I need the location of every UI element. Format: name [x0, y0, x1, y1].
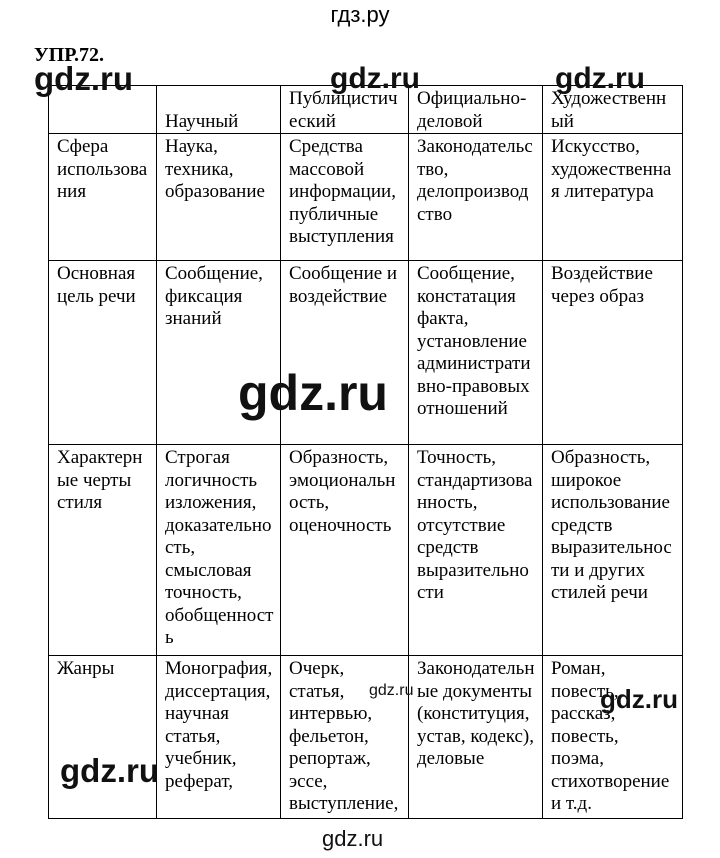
column-header: Официально-деловой — [409, 86, 543, 134]
row-label: Характерные черты стиля — [49, 445, 157, 656]
column-header: Научный — [157, 86, 281, 134]
column-header: Публицистический — [281, 86, 409, 134]
watermark: gdz.ru — [322, 826, 384, 851]
row-label: Жанры — [49, 656, 157, 819]
table-cell: Законодательные документы (конституция, устав, кодекс), деловые — [409, 656, 543, 819]
watermark: gdz.ru — [238, 365, 388, 421]
table-cell: Точность, стандартизованность, отсутствие средств выразительности — [409, 445, 543, 656]
table-cell: Средства массовой информации, публичные выступления — [281, 134, 409, 261]
table-row — [49, 134, 683, 261]
column-header: Художественный — [543, 86, 683, 134]
table-cell: Образность, эмоциональность, оценочность — [281, 445, 409, 656]
table-cell: Воздействие через образ — [543, 261, 683, 445]
table-row — [49, 445, 683, 656]
site-header: гдз.ру — [330, 2, 390, 27]
table-cell: Роман, повесть, рассказ, повесть, поэма, стихотворение и т.д. — [543, 656, 683, 819]
table-cell: Искусство, художественная литература — [543, 134, 683, 261]
exercise-title: УПР.72. — [34, 44, 104, 66]
styles-table — [48, 85, 683, 819]
table-cell: Образность, широкое использование средств выразительности и других стилей речи — [543, 445, 683, 656]
watermark: gdz.ru — [369, 682, 414, 699]
table-cell: Сообщение и воздействие — [281, 261, 409, 445]
table-cell: Строгая логичность изложения, доказательность, смысловая точность, обобщенность — [157, 445, 281, 656]
table-cell: Очерк, статья, интервью, фельетон, репортаж, эссе, выступление, — [281, 656, 409, 819]
table-cell: Наука, техника, образование — [157, 134, 281, 261]
table-cell: Монография, диссертация, научная статья, учебник, реферат, — [157, 656, 281, 819]
table-cell: Сообщение, фиксация знаний — [157, 261, 281, 445]
watermark: gdz.ru — [34, 60, 133, 97]
row-label: Основная цель речи — [49, 261, 157, 445]
watermark: gdz.ru — [600, 684, 678, 714]
table-cell: Законодательство, делопроизводство — [409, 134, 543, 261]
watermark: gdz.ru — [330, 62, 420, 95]
watermark: gdz.ru — [555, 62, 645, 95]
row-label: Сфера использования — [49, 134, 157, 261]
table-cell: Сообщение, констатация факта, установление административно-правовых отношений — [409, 261, 543, 445]
watermark: gdz.ru — [60, 752, 159, 789]
table-row — [49, 656, 683, 819]
